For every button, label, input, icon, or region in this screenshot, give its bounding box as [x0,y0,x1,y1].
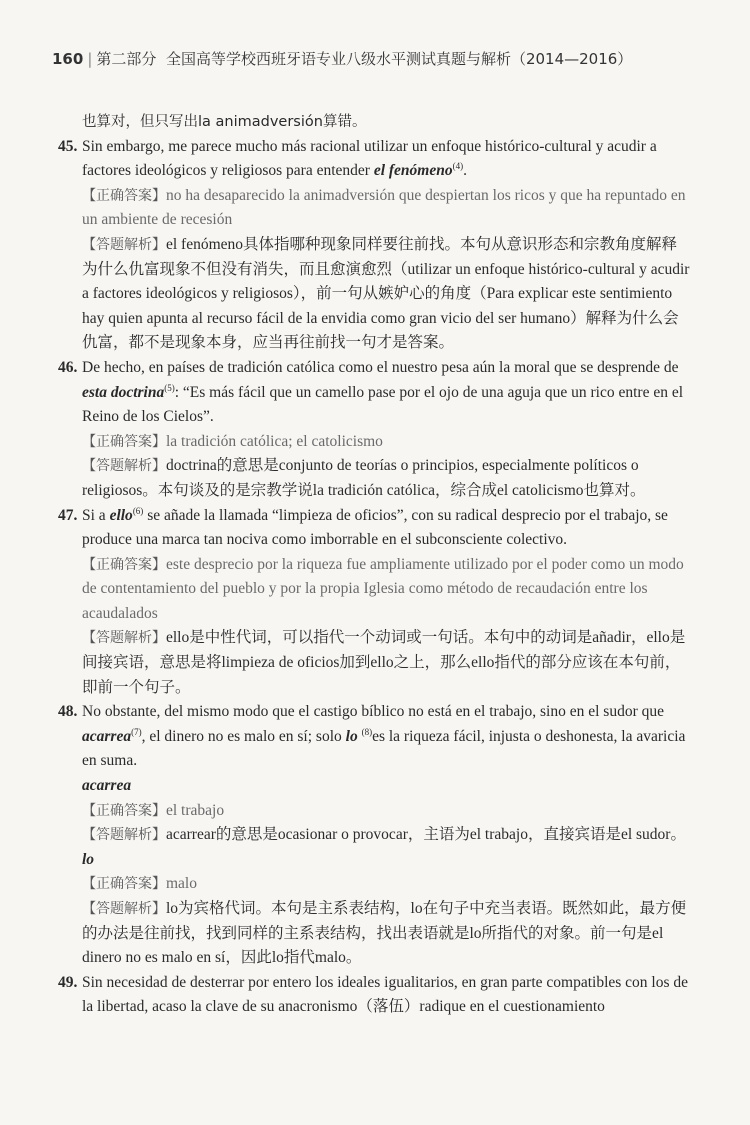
correct-answer [58,553,690,627]
key-term: ello [109,506,133,524]
question-text: Si a [82,506,110,524]
question-text: Sin necesidad de desterrar por entero los ideales igualitarios, en gran parte compatibles con los de la libertad, acaso la clave de su anacronismo（落伍）radique en el cuestionamiento [82,973,689,1016]
sub-term: acarrea [82,777,132,795]
page-body [58,110,690,1020]
key-term: el fenómeno [373,162,453,180]
analysis-text: el fenómeno具体指哪种现象同样要往前找。本句从意识形态和宗教角度解释为什么仇富现象不但没有消失，而且愈演愈烈（utilizar un enfoque histórico-cultural y acudir a factores ideológicos y religiosos），前一句从嫉妒心的角度（Para explicar este sentimiento hay quien apunta al recurso fácil de la envidia como gran vicio del ser humano）解释为什么会仇富，都不是现象本身，应当再往前找一句才是答案。 [82,235,690,352]
key-term: esta doctrina [82,383,165,401]
analysis [58,233,690,356]
question-text: Sin embargo, me parece mucho más racional utilizar un enfoque histórico-cultural y acudir a factores ideológicos y religiosos para entender [82,137,657,180]
answer-label: 【正确答案】 [82,187,166,204]
analysis [58,897,690,971]
question-49 [58,971,690,1020]
answer-label: 【正确答案】 [82,433,166,450]
answer-label: 【正确答案】 [82,802,166,819]
question-48 [58,700,690,774]
analysis [58,626,690,700]
answer-text: malo [166,875,197,893]
question-text-end: se añade la llamada “limpieza de oficios”, con su radical desprecio por el trabajo, se produce una marca tan nociva como imborrable en el subconsciente colectivo. [82,506,668,549]
analysis [58,454,690,503]
analysis-label: 【答题解析】 [82,630,166,647]
correct-answer [58,799,690,824]
question-46 [58,356,690,430]
answer-text: este desprecio por la riqueza fue ampliamente utilizado por el poder como un modo de contentamiento del pueblo y por la propia Iglesia como método de recaudación entre los acaudalados [82,555,684,622]
footnote-marker: (4) [452,161,464,172]
intro-continuation: 也算对，但只写出la animadversión算错。 [82,114,367,130]
analysis-label: 【答题解析】 [82,827,166,844]
analysis-label: 【答题解析】 [82,458,166,475]
analysis-label: 【答题解析】 [82,901,166,917]
analysis-text: lo为宾格代词。本句是主系表结构，lo在句子中充当表语。既然如此，最方便的办法是往前找，找到同样的主系表结构，找出表语就是lo所指代的对象。前一句是el dinero no es malo en sí，因此lo指代malo。 [82,900,687,967]
sub-term: lo [82,850,95,868]
question-45 [58,135,690,184]
analysis-label: 【答题解析】 [82,236,166,253]
question-text: De hecho, en países de tradición católica como el nuestro pesa aún la moral que se desprende de [82,358,679,376]
running-header [52,48,712,69]
question-number: 48. [58,703,78,721]
question-text: No obstante, del mismo modo que el castigo bíblico no está en el trabajo, sino en el sudor que [82,703,664,721]
footnote-marker: (5) [164,382,175,393]
answer-label: 【正确答案】 [82,876,166,893]
answer-text: la tradición católica; el catolicismo [166,432,383,450]
analysis-text: acarrear的意思是ocasionar o provocar，主语为el trabajo，直接宾语是el sudor。 [166,826,686,844]
answer-label: 【正确答案】 [82,556,166,573]
question-47 [58,504,690,553]
correct-answer [58,872,690,897]
correct-answer [58,430,690,455]
question-text-end: es la riqueza fácil, injusta o deshonesta, la avaricia en suma. [82,727,686,770]
correct-answer [58,184,690,233]
key-term: lo [345,727,358,745]
question-number: 49. [58,973,78,991]
question-text-end: : “Es más fácil que un camello pase por el ojo de una aguja que un rico entre en el Reino de los Cielos”. [82,383,684,426]
footnote-marker: (6) [132,505,144,516]
header-book-title: 全国高等学校西班牙语专业八级水平测试真题与解析（2014—2016） [165,50,633,68]
question-number: 47. [58,506,78,524]
page-number: 160 [52,50,84,68]
footnote-marker: (8) [361,726,373,737]
question-number: 45. [58,137,78,155]
key-term: acarrea [82,727,132,745]
question-text-mid: , el dinero no es malo en sí; solo [141,727,346,745]
header-part: 第二部分 [96,50,157,68]
footnote-marker: (7) [131,726,142,737]
analysis-text: ello是中性代词，可以指代一个动词或一句话。本句中的动词是añadir，ello是间接宾语，意思是将limpieza de oficios加到ello之上，那么ello指代的部分应该在本句前，即前一个句子。 [82,629,686,696]
answer-text: no ha desaparecido la animadversión que despiertan los ricos y que ha repuntado en un ambiente de recesión [82,186,686,229]
analysis-text: doctrina的意思是conjunto de teorías o principios, especialmente políticos o religiosos。本句谈及的是宗教学说la tradición católica，综合成el catolicismo也算对。 [82,457,646,499]
question-number: 46. [58,358,78,376]
analysis [58,823,690,848]
header-separator: | [87,50,93,68]
answer-text: el trabajo [166,801,225,819]
question-text-end: . [463,162,467,180]
